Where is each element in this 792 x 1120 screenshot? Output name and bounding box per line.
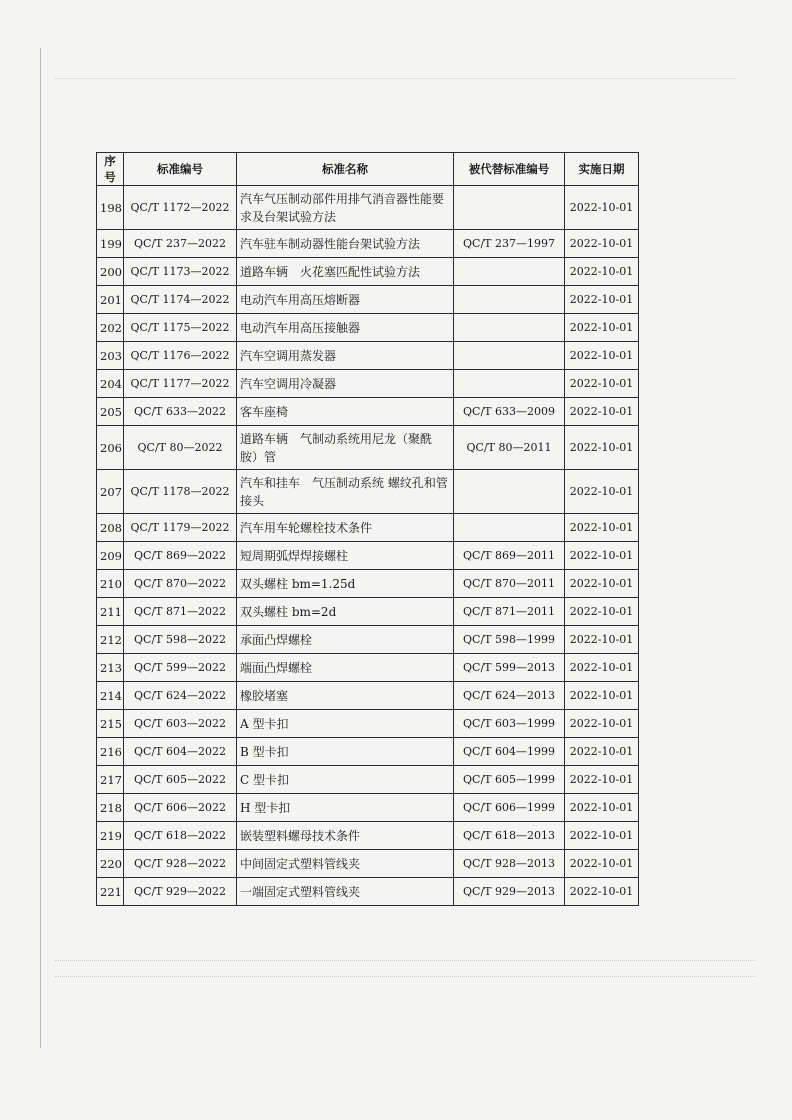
- serial-cell: 209: [97, 542, 124, 570]
- standard-name-cell: 电动汽车用高压接触器: [237, 314, 454, 342]
- serial-cell: 212: [97, 626, 124, 654]
- table-row: [97, 878, 639, 906]
- serial-cell: 201: [97, 286, 124, 314]
- standard-name-cell: B 型卡扣: [237, 738, 454, 766]
- standard-name-cell: A 型卡扣: [237, 710, 454, 738]
- effective-date-cell: 2022-10-01: [565, 682, 639, 710]
- standard-name-cell: H 型卡扣: [237, 794, 454, 822]
- effective-date-cell: 2022-10-01: [565, 570, 639, 598]
- serial-cell: 211: [97, 598, 124, 626]
- replaced-code-cell: [454, 186, 565, 230]
- standard-code-cell: QC/T 871—2022: [124, 598, 237, 626]
- replaced-code-cell: [454, 514, 565, 542]
- standard-code-cell: QC/T 237—2022: [124, 230, 237, 258]
- table-row: [97, 654, 639, 682]
- standard-code-cell: QC/T 603—2022: [124, 710, 237, 738]
- effective-date-cell: 2022-10-01: [565, 370, 639, 398]
- serial-cell: 205: [97, 398, 124, 426]
- table-row: [97, 426, 639, 470]
- table-row: [97, 710, 639, 738]
- serial-cell: 213: [97, 654, 124, 682]
- serial-cell: 215: [97, 710, 124, 738]
- standard-name-cell: 一端固定式塑料管线夹: [237, 878, 454, 906]
- page-binding-edge: [40, 48, 41, 1048]
- standard-code-cell: QC/T 870—2022: [124, 570, 237, 598]
- replaced-code-cell: [454, 286, 565, 314]
- replaced-code-cell: QC/T 618—2013: [454, 822, 565, 850]
- table-row: [97, 794, 639, 822]
- serial-cell: 200: [97, 258, 124, 286]
- serial-cell: 216: [97, 738, 124, 766]
- table-row: [97, 230, 639, 258]
- replaced-code-cell: [454, 342, 565, 370]
- table-header-row: [97, 153, 639, 186]
- replaced-code-cell: QC/T 624—2013: [454, 682, 565, 710]
- standard-name-cell: 汽车空调用蒸发器: [237, 342, 454, 370]
- scan-dotted-line: [55, 78, 735, 79]
- effective-date-cell: 2022-10-01: [565, 186, 639, 230]
- replaced-code-cell: QC/T 871—2011: [454, 598, 565, 626]
- effective-date-cell: 2022-10-01: [565, 286, 639, 314]
- standard-code-cell: QC/T 598—2022: [124, 626, 237, 654]
- replaced-code-cell: [454, 314, 565, 342]
- replaced-code-cell: QC/T 603—1999: [454, 710, 565, 738]
- replaced-code-cell: [454, 370, 565, 398]
- standard-code-cell: QC/T 605—2022: [124, 766, 237, 794]
- effective-date-cell: 2022-10-01: [565, 426, 639, 470]
- replaced-code-cell: [454, 258, 565, 286]
- effective-date-cell: 2022-10-01: [565, 598, 639, 626]
- effective-date-cell: 2022-10-01: [565, 850, 639, 878]
- standard-name-cell: 橡胶堵塞: [237, 682, 454, 710]
- standard-code-cell: QC/T 1179—2022: [124, 514, 237, 542]
- table-row: [97, 598, 639, 626]
- standard-name-cell: 嵌装塑料螺母技术条件: [237, 822, 454, 850]
- standard-name-cell: 中间固定式塑料管线夹: [237, 850, 454, 878]
- replaced-code-cell: QC/T 599—2013: [454, 654, 565, 682]
- serial-cell: 214: [97, 682, 124, 710]
- effective-date-cell: 2022-10-01: [565, 822, 639, 850]
- replaced-code-cell: QC/T 606—1999: [454, 794, 565, 822]
- standard-name-cell: 短周期弧焊焊接螺柱: [237, 542, 454, 570]
- effective-date-cell: 2022-10-01: [565, 470, 639, 514]
- standard-name-cell: 汽车和挂车 气压制动系统 螺纹孔和管接头: [237, 470, 454, 514]
- standard-code-cell: QC/T 1177—2022: [124, 370, 237, 398]
- serial-cell: 218: [97, 794, 124, 822]
- replaced-code-cell: QC/T 633—2009: [454, 398, 565, 426]
- standard-name-cell: 客车座椅: [237, 398, 454, 426]
- table-row: [97, 514, 639, 542]
- replaced-code-cell: QC/T 604—1999: [454, 738, 565, 766]
- standard-code-cell: QC/T 80—2022: [124, 426, 237, 470]
- header-replaced-code: 被代替标准编号: [454, 153, 565, 186]
- effective-date-cell: 2022-10-01: [565, 738, 639, 766]
- table-row: [97, 470, 639, 514]
- replaced-code-cell: QC/T 605—1999: [454, 766, 565, 794]
- serial-cell: 210: [97, 570, 124, 598]
- standard-code-cell: QC/T 1175—2022: [124, 314, 237, 342]
- table-row: [97, 738, 639, 766]
- standard-name-cell: 汽车用车轮螺栓技术条件: [237, 514, 454, 542]
- replaced-code-cell: QC/T 80—2011: [454, 426, 565, 470]
- standard-code-cell: QC/T 606—2022: [124, 794, 237, 822]
- replaced-code-cell: QC/T 237—1997: [454, 230, 565, 258]
- standard-code-cell: QC/T 869—2022: [124, 542, 237, 570]
- standard-name-cell: 双头螺柱 bm=2d: [237, 598, 454, 626]
- serial-cell: 208: [97, 514, 124, 542]
- standard-code-cell: QC/T 1174—2022: [124, 286, 237, 314]
- table-row: [97, 570, 639, 598]
- table-row: [97, 370, 639, 398]
- serial-cell: 202: [97, 314, 124, 342]
- header-standard-code: 标准编号: [124, 153, 237, 186]
- standard-name-cell: C 型卡扣: [237, 766, 454, 794]
- standard-code-cell: QC/T 633—2022: [124, 398, 237, 426]
- replaced-code-cell: [454, 470, 565, 514]
- standard-code-cell: QC/T 618—2022: [124, 822, 237, 850]
- standard-name-cell: 承面凸焊螺栓: [237, 626, 454, 654]
- table-row: [97, 342, 639, 370]
- standard-code-cell: QC/T 599—2022: [124, 654, 237, 682]
- standards-table: [96, 152, 639, 906]
- table-row: [97, 850, 639, 878]
- serial-cell: 203: [97, 342, 124, 370]
- replaced-code-cell: QC/T 928—2013: [454, 850, 565, 878]
- effective-date-cell: 2022-10-01: [565, 766, 639, 794]
- serial-cell: 221: [97, 878, 124, 906]
- table-row: [97, 766, 639, 794]
- serial-cell: 204: [97, 370, 124, 398]
- standard-code-cell: QC/T 1172—2022: [124, 186, 237, 230]
- replaced-code-cell: QC/T 929—2013: [454, 878, 565, 906]
- standard-code-cell: QC/T 1173—2022: [124, 258, 237, 286]
- table-row: [97, 542, 639, 570]
- standard-name-cell: 汽车空调用冷凝器: [237, 370, 454, 398]
- serial-cell: 217: [97, 766, 124, 794]
- effective-date-cell: 2022-10-01: [565, 314, 639, 342]
- serial-cell: 199: [97, 230, 124, 258]
- serial-cell: 206: [97, 426, 124, 470]
- effective-date-cell: 2022-10-01: [565, 654, 639, 682]
- table-row: [97, 682, 639, 710]
- standard-name-cell: 道路车辆 火花塞匹配性试验方法: [237, 258, 454, 286]
- standard-code-cell: QC/T 929—2022: [124, 878, 237, 906]
- replaced-code-cell: QC/T 598—1999: [454, 626, 565, 654]
- effective-date-cell: 2022-10-01: [565, 342, 639, 370]
- table-row: [97, 286, 639, 314]
- effective-date-cell: 2022-10-01: [565, 398, 639, 426]
- replaced-code-cell: QC/T 869—2011: [454, 542, 565, 570]
- scan-dotted-line: [55, 960, 755, 961]
- effective-date-cell: 2022-10-01: [565, 794, 639, 822]
- standard-name-cell: 双头螺柱 bm=1.25d: [237, 570, 454, 598]
- scan-dotted-line: [55, 976, 755, 977]
- effective-date-cell: 2022-10-01: [565, 710, 639, 738]
- standard-name-cell: 汽车驻车制动器性能台架试验方法: [237, 230, 454, 258]
- header-effective-date: 实施日期: [565, 153, 639, 186]
- effective-date-cell: 2022-10-01: [565, 514, 639, 542]
- standard-name-cell: 汽车气压制动部件用排气消音器性能要求及台架试验方法: [237, 186, 454, 230]
- table-row: [97, 314, 639, 342]
- serial-cell: 219: [97, 822, 124, 850]
- table-row: [97, 398, 639, 426]
- effective-date-cell: 2022-10-01: [565, 542, 639, 570]
- table-row: [97, 186, 639, 230]
- header-serial: 序号: [97, 153, 124, 186]
- replaced-code-cell: QC/T 870—2011: [454, 570, 565, 598]
- standard-name-cell: 电动汽车用高压熔断器: [237, 286, 454, 314]
- table-row: [97, 626, 639, 654]
- standard-code-cell: QC/T 1176—2022: [124, 342, 237, 370]
- serial-cell: 207: [97, 470, 124, 514]
- standard-name-cell: 端面凸焊螺栓: [237, 654, 454, 682]
- standard-name-cell: 道路车辆 气制动系统用尼龙（聚酰胺）管: [237, 426, 454, 470]
- effective-date-cell: 2022-10-01: [565, 258, 639, 286]
- table-row: [97, 822, 639, 850]
- standard-code-cell: QC/T 624—2022: [124, 682, 237, 710]
- serial-cell: 220: [97, 850, 124, 878]
- effective-date-cell: 2022-10-01: [565, 626, 639, 654]
- standard-code-cell: QC/T 1178—2022: [124, 470, 237, 514]
- header-standard-name: 标准名称: [237, 153, 454, 186]
- table-row: [97, 258, 639, 286]
- standard-code-cell: QC/T 604—2022: [124, 738, 237, 766]
- effective-date-cell: 2022-10-01: [565, 878, 639, 906]
- effective-date-cell: 2022-10-01: [565, 230, 639, 258]
- standard-code-cell: QC/T 928—2022: [124, 850, 237, 878]
- serial-cell: 198: [97, 186, 124, 230]
